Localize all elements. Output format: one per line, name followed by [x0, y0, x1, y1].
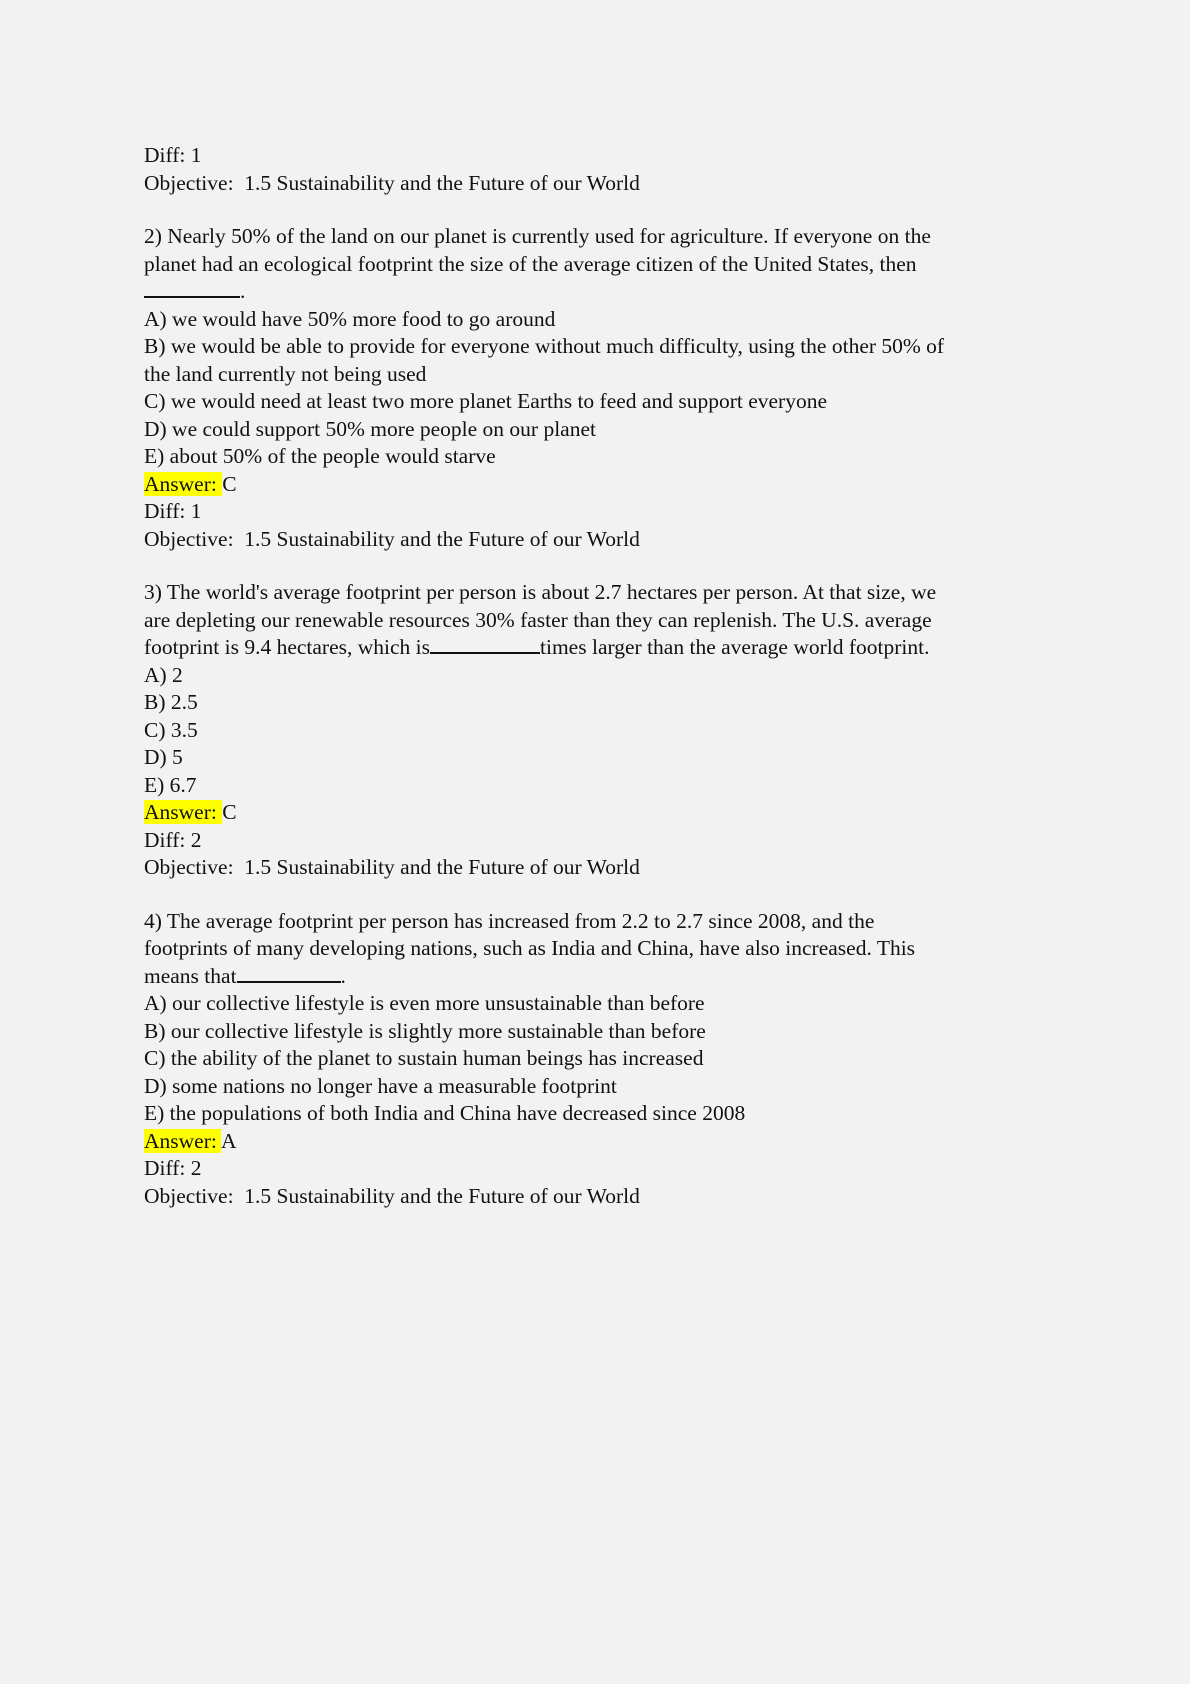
question-2: [144, 223, 1064, 553]
q3-option-b: B) 2.5: [144, 690, 198, 714]
q2-option-b-line-2: the land currently not being used: [144, 361, 427, 386]
q2-stem-line-1: 2) Nearly 50% of the land on our planet is currently used for agriculture. If everyone on the: [144, 224, 931, 248]
q3-stem-line-3: [144, 634, 1064, 662]
q4-stem-line-1: 4) The average footprint per person has increased from 2.2 to 2.7 since 2008, and the: [144, 908, 875, 933]
answer-label: Answer:: [144, 800, 223, 824]
question-3: [144, 579, 1064, 882]
intro-diff: Diff: 1: [144, 143, 202, 167]
answer-label: Answer:: [144, 1128, 222, 1153]
answer-label: Answer:: [144, 471, 223, 496]
q2-stem-line-2: planet had an ecological footprint the size of the average citizen of the United States, then: [144, 251, 917, 276]
q4-objective: Objective: 1.5 Sustainability and the Future of our World: [144, 1183, 640, 1208]
fill-in-blank: [144, 278, 240, 298]
q3-objective: Objective: 1.5 Sustainability and the Future of our World: [144, 855, 640, 879]
q3-answer: [144, 799, 1064, 827]
q2-option-c: C) we would need at least two more planet Earths to feed and support everyone: [144, 389, 828, 413]
q3-option-e: E) 6.7: [144, 772, 197, 797]
q2-answer: [144, 471, 1064, 499]
answer-value: C: [222, 800, 237, 824]
q3-option-a: A) 2: [144, 662, 183, 687]
spacer: [144, 882, 1064, 908]
q2-option-d: D) we could support 50% more people on our planet: [144, 416, 596, 441]
answer-value: A: [221, 1128, 237, 1153]
q2-stem-line-3: [144, 278, 1064, 306]
q3-option-d: D) 5: [144, 745, 183, 769]
q3-stem-line-2: are depleting our renewable resources 30% faster than they can replenish. The U.S. average: [144, 607, 932, 632]
q2-stem-end: .: [240, 279, 246, 303]
q2-option-e: E) about 50% of the people would starve: [144, 444, 496, 468]
q4-option-a: A) our collective lifestyle is even more unsustainable than before: [144, 991, 705, 1015]
answer-value: C: [222, 471, 237, 496]
q3-stem-pre: footprint is 9.4 hectares, which is: [144, 635, 431, 659]
q2-option-b-line-1: B) we would be able to provide for everyone without much difficulty, using the other 50% of: [144, 334, 945, 358]
q4-option-d: D) some nations no longer have a measurable footprint: [144, 1073, 617, 1098]
q2-option-a: A) we would have 50% more food to go around: [144, 306, 556, 331]
q4-option-c: C) the ability of the planet to sustain human beings has increased: [144, 1046, 704, 1070]
q3-diff: Diff: 2: [144, 827, 202, 852]
q4-stem-line-2: footprints of many developing nations, such as India and China, have also increased. This: [144, 936, 916, 960]
q4-answer: [144, 1128, 1064, 1156]
q2-diff: Diff: 1: [144, 499, 202, 523]
intro-objective: Objective: 1.5 Sustainability and the Future of our World: [144, 170, 640, 195]
q4-option-e: E) the populations of both India and China have decreased since 2008: [144, 1101, 746, 1125]
q4-stem-pre: means that: [144, 963, 237, 988]
q4-stem-line-3: [144, 963, 1064, 991]
q4-option-b: B) our collective lifestyle is slightly more sustainable than before: [144, 1018, 706, 1043]
q3-stem-post: times larger than the average world footprint.: [540, 635, 930, 659]
question-4: [144, 908, 1064, 1211]
fill-in-blank: [237, 963, 341, 983]
document-page: [144, 142, 1064, 1210]
q3-stem-line-1: 3) The world's average footprint per person is about 2.7 hectares per person. At that size, we: [144, 580, 937, 604]
q3-option-c: C) 3.5: [144, 717, 198, 742]
q4-diff: Diff: 2: [144, 1156, 202, 1180]
fill-in-blank: [430, 634, 540, 654]
spacer: [144, 553, 1064, 579]
q2-objective: Objective: 1.5 Sustainability and the Future of our World: [144, 526, 640, 551]
q4-stem-post: .: [340, 963, 346, 988]
spacer: [144, 197, 1064, 223]
